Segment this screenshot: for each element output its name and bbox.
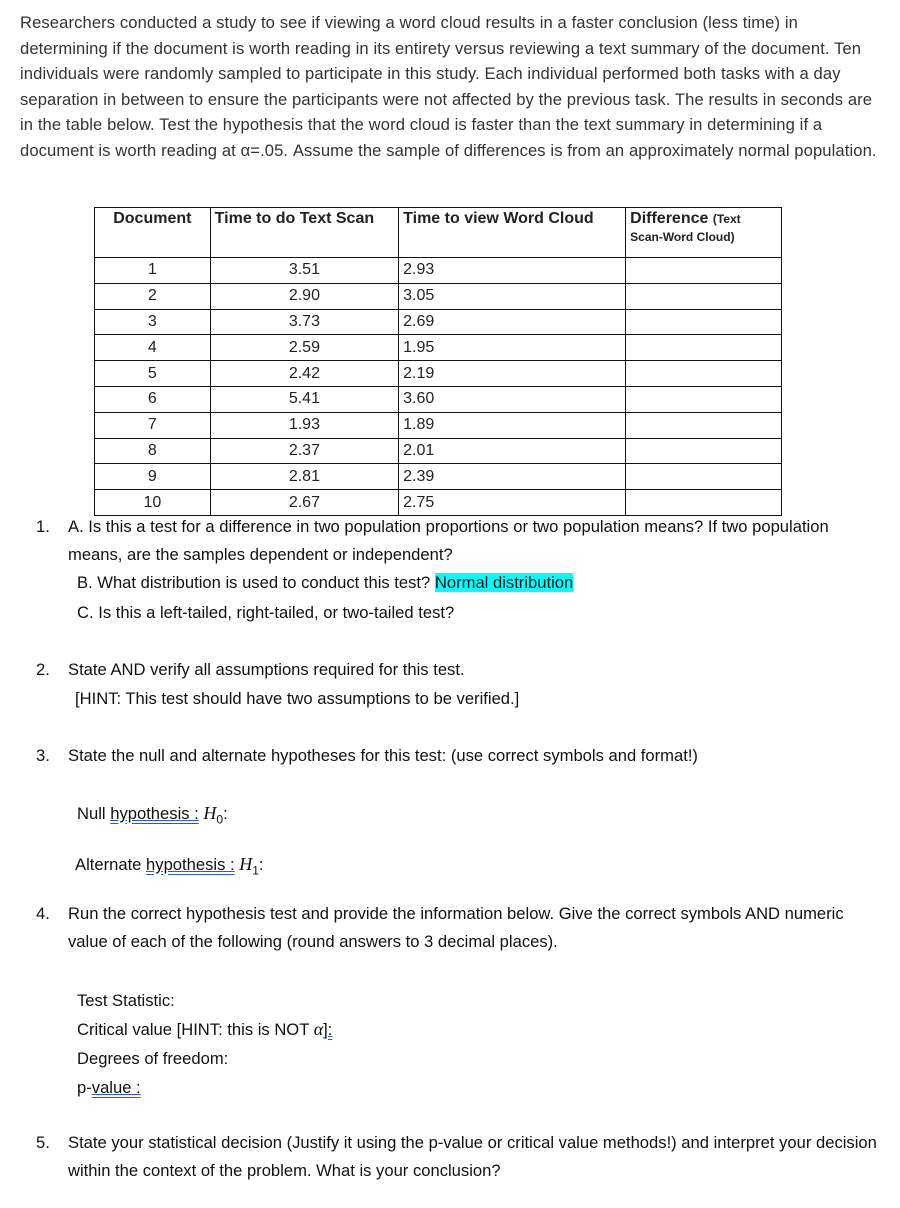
table-row bbox=[95, 386, 782, 412]
text-scan-cell: 3.51 bbox=[210, 258, 398, 284]
alt-hypothesis-link[interactable]: hypothesis : bbox=[146, 855, 235, 874]
alpha-symbol: α bbox=[313, 1019, 324, 1039]
word-cloud-cell: 1.89 bbox=[399, 412, 626, 438]
difference-cell[interactable] bbox=[626, 283, 782, 309]
question-4 bbox=[36, 900, 868, 956]
table-row bbox=[95, 335, 782, 361]
table-row bbox=[95, 464, 782, 490]
critical-value-suffix[interactable]: ]: bbox=[323, 1020, 333, 1039]
question-1-number: 1. bbox=[36, 517, 50, 536]
question-3 bbox=[36, 742, 868, 770]
difference-cell[interactable] bbox=[626, 438, 782, 464]
header-difference-label: Difference bbox=[630, 210, 709, 227]
word-cloud-cell: 2.39 bbox=[399, 464, 626, 490]
question-1b bbox=[68, 569, 868, 597]
null-hypothesis-line: Null hypothesis : $H_0$: bbox=[77, 803, 228, 827]
difference-cell[interactable] bbox=[626, 412, 782, 438]
document-cell: 5 bbox=[95, 361, 211, 387]
word-cloud-cell: 3.60 bbox=[399, 386, 626, 412]
question-2 bbox=[36, 656, 868, 713]
text-scan-cell: 2.67 bbox=[210, 490, 398, 516]
header-difference bbox=[626, 208, 782, 258]
alt-label: Alternate bbox=[75, 855, 142, 874]
table-row bbox=[95, 412, 782, 438]
alt-symbol: H bbox=[239, 854, 253, 874]
difference-cell[interactable] bbox=[626, 464, 782, 490]
table-row bbox=[95, 283, 782, 309]
table-body bbox=[95, 258, 782, 516]
null-label: Null bbox=[77, 804, 106, 823]
question-1b-text: B. What distribution is used to conduct this test? bbox=[77, 573, 431, 592]
document-cell: 10 bbox=[95, 490, 211, 516]
header-document: Document bbox=[95, 208, 211, 258]
text-scan-cell: 2.42 bbox=[210, 361, 398, 387]
word-cloud-cell: 1.95 bbox=[399, 335, 626, 361]
word-cloud-cell: 2.01 bbox=[399, 438, 626, 464]
text-scan-cell: 2.90 bbox=[210, 283, 398, 309]
text-scan-cell: 2.37 bbox=[210, 438, 398, 464]
document-cell: 4 bbox=[95, 335, 211, 361]
question-1 bbox=[36, 513, 868, 627]
difference-cell[interactable] bbox=[626, 335, 782, 361]
document-cell: 2 bbox=[95, 283, 211, 309]
p-value-link[interactable]: value : bbox=[91, 1078, 141, 1097]
word-cloud-cell: 2.93 bbox=[399, 258, 626, 284]
critical-value-prefix: Critical value [HINT: this is NOT bbox=[77, 1020, 310, 1039]
problem-intro: Researchers conducted a study to see if viewing a word cloud results in a faster conclusion (less time) in determining if the document is worth reading in its entirety versus reviewing a text summary of the document. Ten individuals were randomly sampled to participate in this study. Each individual performed both tasks with a day separation in between to ensure the participants were not affected by the previous task. The results in seconds are in the table below. Test the hypothesis that the word cloud is faster than the text summary in determining if a document is worth reading at α=.05. Assume the sample of differences is from an approximately normal population. bbox=[20, 13, 877, 160]
question-1b-answer[interactable]: Normal distribution bbox=[434, 573, 574, 592]
header-text-scan: Time to do Text Scan bbox=[210, 208, 398, 258]
document-cell: 8 bbox=[95, 438, 211, 464]
question-2-text: State AND verify all assumptions required for this test. bbox=[68, 660, 465, 679]
question-1c: C. Is this a left-tailed, right-tailed, or two-tailed test? bbox=[77, 603, 455, 622]
table-row bbox=[95, 490, 782, 516]
document-cell: 1 bbox=[95, 258, 211, 284]
text-scan-cell: 2.81 bbox=[210, 464, 398, 490]
text-scan-cell: 2.59 bbox=[210, 335, 398, 361]
table-row bbox=[95, 309, 782, 335]
question-2-number: 2. bbox=[36, 660, 50, 679]
table-row bbox=[95, 438, 782, 464]
question-2-hint: [HINT: This test should have two assumptions to be verified.] bbox=[75, 689, 520, 708]
difference-cell[interactable] bbox=[626, 490, 782, 516]
question-5-text: State your statistical decision (Justify it using the p-value or critical value methods!) and interpret your decision within the context of the problem. What is your conclusion? bbox=[68, 1133, 877, 1180]
question-4-answers bbox=[77, 986, 332, 1102]
word-cloud-cell: 2.19 bbox=[399, 361, 626, 387]
header-word-cloud: Time to view Word Cloud bbox=[399, 208, 626, 258]
document-cell: 3 bbox=[95, 309, 211, 335]
document-cell: 7 bbox=[95, 412, 211, 438]
question-3-number: 3. bbox=[36, 746, 50, 765]
document-cell: 6 bbox=[95, 386, 211, 412]
critical-value-line bbox=[77, 1015, 332, 1044]
null-hypothesis-link[interactable]: hypothesis : bbox=[110, 804, 199, 823]
question-1a: A. Is this a test for a difference in two population proportions or two population means? If two population means, are the samples dependent or independent? bbox=[68, 517, 829, 564]
question-3-text: State the null and alternate hypotheses for this test: (use correct symbols and format!) bbox=[68, 746, 698, 765]
null-subscript: 0 bbox=[216, 812, 224, 827]
alt-subscript: 1 bbox=[252, 863, 259, 878]
p-value-prefix: p- bbox=[77, 1078, 92, 1097]
word-cloud-cell: 3.05 bbox=[399, 283, 626, 309]
word-cloud-cell: 2.75 bbox=[399, 490, 626, 516]
question-5 bbox=[36, 1129, 888, 1185]
p-value-line bbox=[77, 1073, 332, 1102]
table-row bbox=[95, 361, 782, 387]
question-5-number: 5. bbox=[36, 1133, 50, 1152]
text-scan-cell: 3.73 bbox=[210, 309, 398, 335]
document-cell: 9 bbox=[95, 464, 211, 490]
difference-cell[interactable] bbox=[626, 361, 782, 387]
table-header-row bbox=[95, 208, 782, 258]
table-row bbox=[95, 258, 782, 284]
text-scan-cell: 5.41 bbox=[210, 386, 398, 412]
test-statistic-label: Test Statistic: bbox=[77, 991, 175, 1010]
text-scan-cell: 1.93 bbox=[210, 412, 398, 438]
header-difference-sub1: (Text bbox=[712, 212, 741, 226]
difference-cell[interactable] bbox=[626, 309, 782, 335]
degrees-of-freedom-label: Degrees of freedom: bbox=[77, 1049, 229, 1068]
question-4-number: 4. bbox=[36, 904, 50, 923]
difference-cell[interactable] bbox=[626, 258, 782, 284]
null-symbol: H bbox=[203, 803, 217, 823]
data-table bbox=[94, 207, 782, 516]
word-cloud-cell: 2.69 bbox=[399, 309, 626, 335]
question-4-text: Run the correct hypothesis test and provide the information below. Give the correct symbols AND numeric value of each of the following (round answers to 3 decimal places). bbox=[68, 904, 844, 951]
header-difference-sub2: Scan-Word Cloud) bbox=[630, 230, 735, 244]
alternate-hypothesis-line: Alternate hypothesis : $H_1$: bbox=[75, 854, 264, 878]
difference-cell[interactable] bbox=[626, 386, 782, 412]
